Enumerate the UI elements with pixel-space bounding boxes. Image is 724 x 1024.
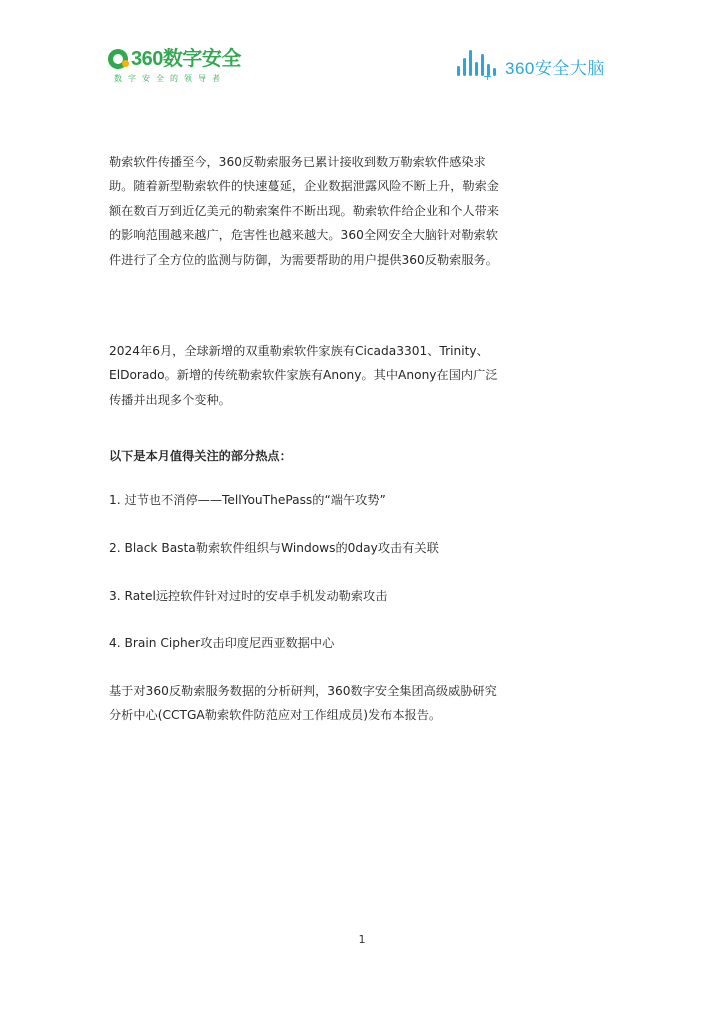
- report-release-paragraph: 基于对360反勒索服务数据的分析研判，360数字安全集团高级威胁研究分析中心(CCTGA勒索软件防范应对工作组成员)发布本报告。: [109, 684, 497, 723]
- highlight-item: 4. Brain Cipher攻击印度尼西亚数据中心: [109, 636, 335, 650]
- logo-360-digital-security: [108, 48, 241, 84]
- highlights-heading: 以下是本月值得关注的部分热点：: [109, 449, 292, 463]
- left-brand-slogan: 数字安全的领导者: [114, 74, 226, 83]
- intro-paragraph: 勒索软件传播至今，360反勒索服务已累计接收到数万勒索软件感染求助。随着新型勒索软件的快速蔓延，企业数据泄露风险不断上升，勒索金额在数百万到近亿美元的勒索案件不断出现。勒索软件给企业和个人带来的影响范围越来越广，危害性也越来越大。360全网安全大脑针对勒索软件进行了全方位的监测与防御，为需要帮助的用户提供360反勒索服务。: [109, 155, 499, 267]
- highlight-item: 3. Ratel远控软件针对过时的安卓手机发动勒索攻击: [109, 589, 388, 603]
- highlight-item: 1. 过节也不消停——TellYouThePass的“端午攻势”: [109, 493, 386, 507]
- monthly-new-families-paragraph: 2024年6月，全球新增的双重勒索软件家族有Cicada3301、Trinity、ElDorado。新增的传统勒索软件家族有Anony。其中Anony在国内广泛传播并出现多个变种。: [109, 344, 498, 407]
- right-brand-text: 360安全大脑: [505, 58, 605, 78]
- logo-360-security-brain: [457, 50, 605, 82]
- 360-logo-icon: [108, 49, 128, 69]
- page-header: [0, 0, 724, 100]
- sound-wave-icon: +: [457, 50, 501, 82]
- page-number: 1: [358, 933, 366, 946]
- left-brand-text: 360数字安全: [131, 48, 241, 70]
- highlight-item: 2. Black Basta勒索软件组织与Windows的0day攻击有关联: [109, 541, 439, 555]
